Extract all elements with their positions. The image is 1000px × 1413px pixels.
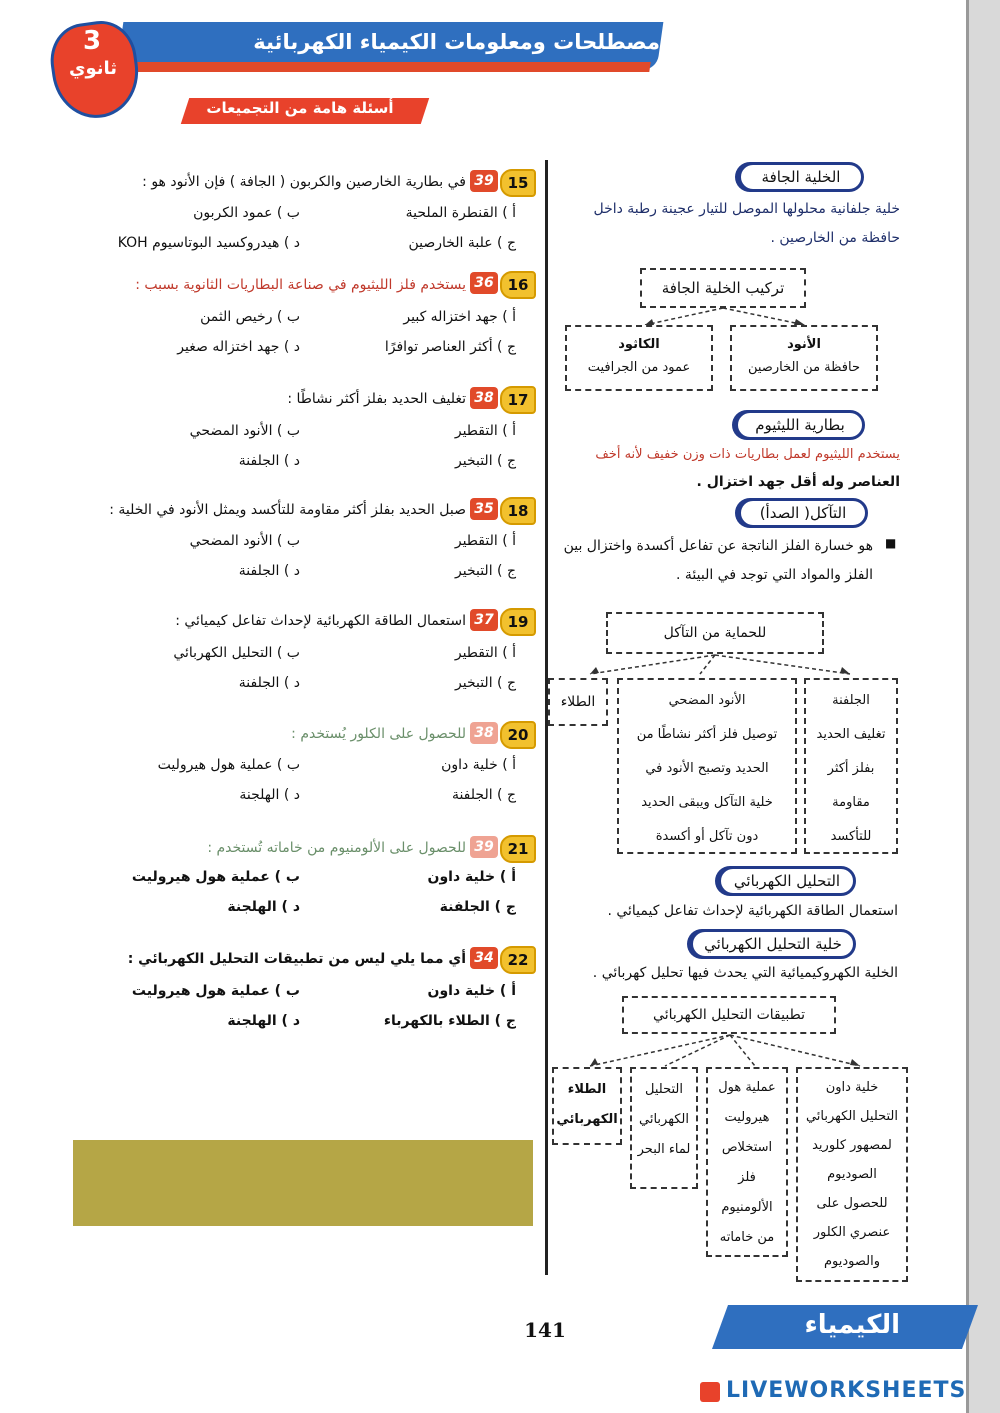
grade-label: ثانوي: [68, 58, 118, 79]
app-downs-line-2: التحليل الكهربائي: [805, 1109, 899, 1124]
app-hall-line-3: استخلاص: [721, 1140, 773, 1155]
subtitle: أسئلة هامة من التجميعات: [206, 99, 394, 117]
question-ref-badge: 38: [470, 387, 498, 409]
corrosion-line-1: هو خسارة الفلز الناتجة عن تفاعل أكسدة واختزال بين: [563, 538, 873, 554]
question-text: للحصول على الكلور يُستخدم :: [291, 726, 466, 742]
option-a[interactable]: أ ) خلية داون: [427, 983, 516, 999]
option-c[interactable]: ج ) أكثر العناصر توافرًا: [384, 339, 516, 355]
option-d[interactable]: د ) الهلجنة: [239, 787, 300, 803]
protection-arrows: [550, 652, 910, 680]
corrosion-title: التآكل( الصدأ): [738, 498, 868, 528]
question-text: في بطارية الخارصين والكربون ( الجافة ) فإن الأنود هو :: [142, 174, 466, 190]
page-title: مصطلحات ومعلومات الكيمياء الكهربائية: [253, 30, 660, 54]
lithium-line-2: العناصر وله أقل جهد اختزال .: [696, 474, 900, 490]
question-number: 20: [500, 721, 536, 749]
option-d[interactable]: د ) الجلفنة: [238, 453, 300, 469]
question-number: 21: [500, 835, 536, 863]
option-a[interactable]: أ ) جهد اختزاله كبير: [403, 309, 516, 325]
option-b[interactable]: ب ) عملية هول هيروليت: [157, 757, 300, 773]
option-b[interactable]: ب ) عملية هول هيروليت: [131, 869, 300, 885]
sacrificial-line-3: خلية التآكل ويبقى الحديد: [641, 795, 773, 810]
question-number: 18: [500, 497, 536, 525]
answer-box[interactable]: [73, 1140, 533, 1226]
galvanizing-line-2: بفلز أكثر: [827, 761, 875, 776]
anode-box: [730, 325, 878, 391]
page-edge: [968, 0, 1000, 1413]
sacrificial-line-2: الحديد وتصبح الأنود في: [645, 761, 769, 776]
dry-cell-title: الخلية الجافة: [738, 162, 864, 192]
question-number: 15: [500, 169, 536, 197]
app-electroplating-line-2: الكهربائي: [556, 1112, 618, 1127]
lithium-line-1: يستخدم الليثيوم لعمل بطاريات ذات وزن خفيف لأنه أخف: [595, 447, 900, 462]
option-b[interactable]: ب ) رخيص الثمن: [200, 309, 300, 325]
option-d[interactable]: د ) جهد اختزاله صغير: [177, 339, 300, 355]
question-text: أي مما يلي ليس من تطبيقات التحليل الكهربائي :: [127, 951, 466, 967]
question-ref-badge: 38: [470, 722, 498, 744]
question-ref-badge: 37: [470, 609, 498, 631]
app-hall-heroult-box: [706, 1067, 788, 1257]
app-downs-line-5: للحصول على: [816, 1196, 888, 1211]
sacrificial-title: الأنود المضحي: [668, 693, 746, 708]
option-d[interactable]: د ) الهلجنة: [227, 899, 300, 915]
app-hall-line-6: من خاماته: [719, 1230, 775, 1245]
option-a[interactable]: أ ) خلية داون: [427, 869, 516, 885]
bullet-icon: ■: [885, 536, 897, 550]
option-b[interactable]: ب ) الأنود المضحي: [189, 533, 300, 549]
option-c[interactable]: ج ) التبخير: [455, 675, 516, 691]
option-b[interactable]: ب ) التحليل الكهربائي: [173, 645, 300, 661]
question-ref-badge: 36: [470, 272, 498, 294]
electrolytic-cell-definition: الخلية الكهروكيميائية التي يحدث فيها تحليل كهربائي .: [592, 965, 898, 981]
liveworksheets-logo-icon: [700, 1382, 720, 1402]
question-ref-badge: 39: [470, 170, 498, 192]
option-b[interactable]: ب ) عملية هول هيروليت: [131, 983, 300, 999]
dry-cell-line-1: خلية جلفانية محلولها الموصل للتيار عجينة رطبة داخل: [593, 201, 900, 217]
app-downs-line-6: عنصري الكلور: [813, 1225, 891, 1240]
question-number: 16: [500, 271, 536, 299]
anode-title: الأنود: [787, 337, 821, 352]
app-seawater-line-2: الكهربائي: [639, 1112, 689, 1127]
page-edge-line: [966, 0, 969, 1413]
app-seawater-box: [630, 1067, 698, 1189]
app-seawater-line-3: لماء البحر: [637, 1142, 691, 1157]
question-text: تغليف الحديد بفلز أكثر نشاطًا :: [287, 391, 466, 407]
option-b[interactable]: ب ) الأنود المضحي: [189, 423, 300, 439]
option-a[interactable]: أ ) خلية داون: [441, 757, 516, 773]
galvanizing-line-3: مقاومة: [832, 795, 870, 810]
option-a[interactable]: أ ) التقطير: [454, 645, 516, 661]
liveworksheets-brand: LIVEWORKSHEETS: [726, 1378, 967, 1403]
question-number: 19: [500, 608, 536, 636]
app-downs-line-1: خلية داون: [825, 1080, 879, 1095]
question-ref-badge: 39: [470, 836, 498, 858]
app-hall-line-1: عملية هول: [718, 1080, 776, 1095]
lithium-title: بطارية الليثيوم: [735, 410, 865, 440]
app-seawater-line-1: التحليل: [645, 1082, 683, 1097]
app-downs-line-4: الصوديوم: [827, 1167, 877, 1182]
question-number: 17: [500, 386, 536, 414]
header-accent-stripe: [129, 62, 650, 72]
option-d[interactable]: د ) هيدروكسيد البوتاسيوم KOH: [117, 235, 300, 251]
option-a[interactable]: أ ) القنطرة الملحية: [405, 205, 516, 221]
sacrificial-line-1: توصيل فلز أكثر نشاطًا من: [636, 727, 778, 742]
app-downs-line-7: والصوديوم: [823, 1254, 880, 1269]
option-c[interactable]: ج ) التبخير: [455, 453, 516, 469]
applications-box: تطبيقات التحليل الكهربائي: [622, 996, 836, 1034]
question-text: يستخدم فلز الليثيوم في صناعة البطاريات الثانوية بسبب :: [135, 277, 466, 293]
question-ref-badge: 35: [470, 498, 498, 520]
option-d[interactable]: د ) الجلفنة: [238, 675, 300, 691]
question-text: صبل الحديد بفلز أكثر مقاومة للتأكسد ويمثل الأنود في الخلية :: [109, 502, 466, 518]
option-b[interactable]: ب ) عمود الكربون: [193, 205, 300, 221]
dry-cell-line-2: حافظة من الخارصين .: [770, 230, 900, 246]
galvanizing-title: الجلفنة: [832, 693, 870, 708]
anode-desc: حافظة من الخارصين: [747, 360, 861, 375]
option-c[interactable]: ج ) التبخير: [455, 563, 516, 579]
question-text: للحصول على الألومنيوم من خاماته تُستخدم :: [207, 840, 466, 856]
electrolysis-title: التحليل الكهربائي: [718, 866, 856, 896]
option-d[interactable]: د ) الهلجنة: [227, 1013, 300, 1029]
app-electroplating-box: [552, 1067, 622, 1145]
applications-arrows: [550, 1032, 910, 1072]
app-downs-cell-box: [796, 1067, 908, 1282]
cathode-box: [565, 325, 713, 391]
cathode-desc: عمود من الجرافيت: [587, 360, 691, 375]
option-c[interactable]: ج ) علبة الخارصين: [408, 235, 516, 251]
page-number: 141: [524, 1318, 566, 1342]
option-a[interactable]: أ ) التقطير: [454, 533, 516, 549]
protection-box: للحماية من التآكل: [606, 612, 824, 654]
option-a[interactable]: أ ) التقطير: [454, 423, 516, 439]
question-number: 22: [500, 946, 536, 974]
app-hall-line-5: الألومنيوم: [721, 1200, 773, 1215]
paint-box: الطلاء: [548, 678, 608, 726]
app-electroplating-line-1: الطلاء: [567, 1082, 607, 1097]
cathode-title: الكاثود: [618, 337, 660, 352]
option-c[interactable]: ج ) الجلفنة: [439, 899, 516, 915]
dry-structure-box: تركيب الخلية الجافة: [640, 268, 806, 308]
option-d[interactable]: د ) الجلفنة: [238, 563, 300, 579]
sacrificial-line-4: دون تآكل أو أكسدة: [655, 829, 759, 844]
electrolytic-cell-title: خلية التحليل الكهربائي: [690, 929, 856, 959]
app-downs-line-3: لمصهور كلوريد: [812, 1138, 892, 1153]
corrosion-line-2: الفلز والمواد التي توجد في البيئة .: [676, 567, 873, 583]
app-hall-line-4: فلز: [738, 1170, 756, 1185]
option-c[interactable]: ج ) الجلفنة: [451, 787, 516, 803]
grade-number: 3: [82, 26, 102, 56]
galvanizing-box: [804, 678, 898, 854]
galvanizing-line-1: تغليف الحديد: [816, 727, 886, 742]
sacrificial-anode-box: [617, 678, 797, 854]
question-text: استعمال الطاقة الكهربائية لإحداث تفاعل كيميائي :: [175, 613, 466, 629]
question-ref-badge: 34: [470, 947, 498, 969]
electrolysis-definition: استعمال الطاقة الكهربائية لإحداث تفاعل كيميائي .: [607, 903, 898, 919]
option-c[interactable]: ج ) الطلاء بالكهرباء: [383, 1013, 516, 1029]
app-hall-line-2: هيروليت: [724, 1110, 770, 1125]
galvanizing-line-4: للتأكسد: [830, 829, 872, 844]
subject-label: الكيمياء: [804, 1310, 900, 1340]
